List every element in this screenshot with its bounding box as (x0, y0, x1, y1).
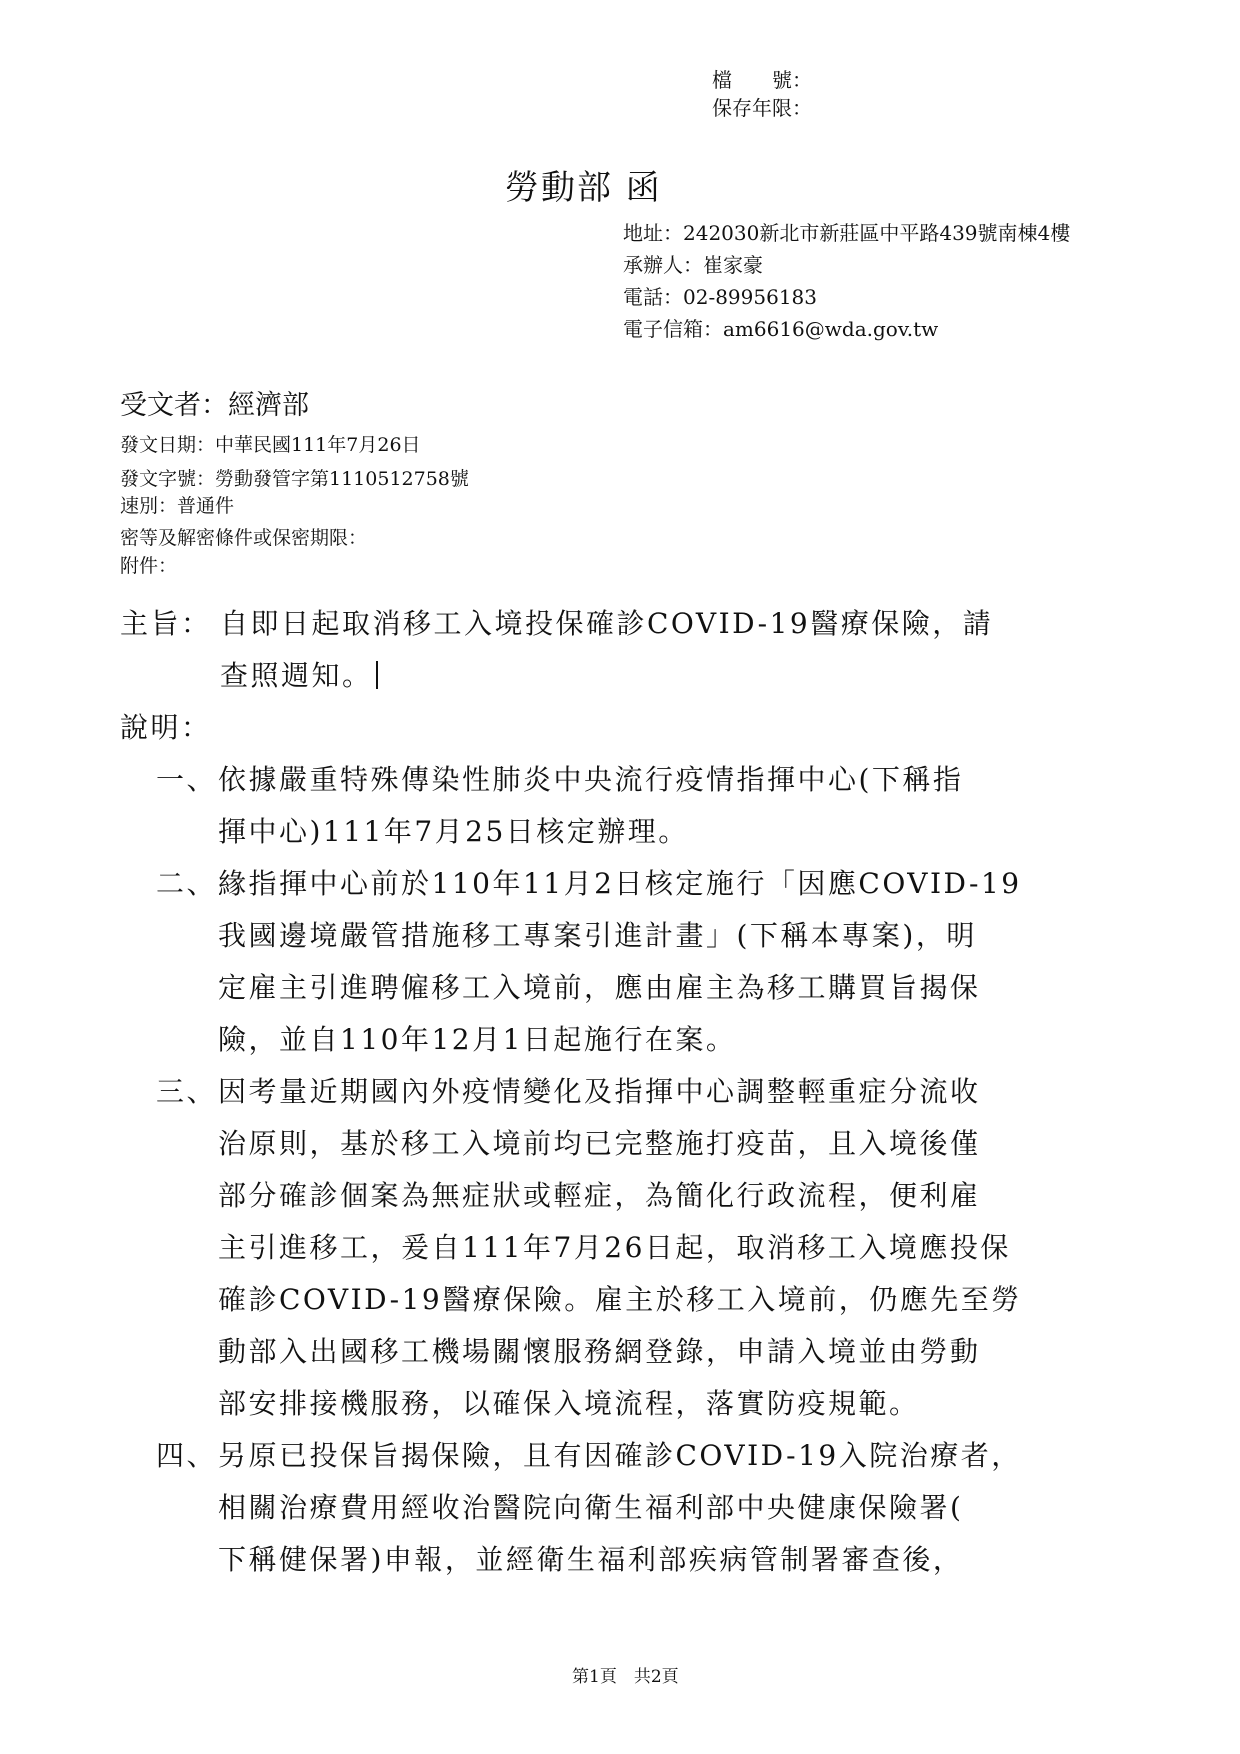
item-number: 四、 (156, 1439, 218, 1472)
document-number: 發文字號：勞動發管字第1110512758號 (120, 468, 469, 490)
item-number: 二、 (156, 867, 218, 900)
item-line: 我國邊境嚴管措施移工專案引進計畫」(下稱本專案)，明 (218, 919, 977, 952)
item-line: 主引進移工，爰自111年7月26日起，取消移工入境應投保 (218, 1231, 1011, 1264)
page-number: 第1頁 共2頁 (572, 1667, 679, 1687)
phone: 電話：02-89956183 (623, 285, 818, 309)
item-line: 治原則，基於移工入境前均已完整施打疫苗，且入境後僅 (218, 1127, 981, 1160)
email: 電子信箱：am6616@wda.gov.tw (623, 317, 939, 341)
delivery-speed: 速別：普通件 (120, 495, 235, 517)
item-line: 部分確診個案為無症狀或輕症，為簡化行政流程，便利雇 (218, 1179, 981, 1212)
item-number: 一、 (156, 763, 218, 796)
item-line: 另原已投保旨揭保險，且有因確診COVID-19入院治療者， (218, 1439, 1022, 1472)
document-title: 勞動部 函 (505, 168, 662, 208)
item-line: 揮中心)111年7月25日核定辦理。 (218, 815, 689, 848)
item-line: 相關治療費用經收治醫院向衛生福利部中央健康保險署( (218, 1491, 964, 1524)
item-line: 緣指揮中心前於110年11月2日核定施行「因應COVID-19 (218, 867, 1022, 900)
item-line: 定雇主引進聘僱移工入境前，應由雇主為移工購買旨揭保 (218, 971, 981, 1004)
item-line: 動部入出國移工機場關懷服務網登錄，申請入境並由勞動 (218, 1335, 981, 1368)
retention-period-label: 保存年限： (712, 96, 812, 120)
item-line: 依據嚴重特殊傳染性肺炎中央流行疫情指揮中心(下稱指 (218, 763, 964, 796)
subject-line: 自即日起取消移工入境投保確診COVID-19醫療保險，請 (220, 607, 994, 640)
text-cursor (376, 661, 378, 689)
issue-date: 發文日期：中華民國111年7月26日 (120, 434, 421, 456)
secrecy-level: 密等及解密條件或保密期限： (120, 527, 368, 549)
item-line: 下稱健保署)申報，並經衛生福利部疾病管制署審查後， (218, 1543, 964, 1576)
file-number-label: 檔 號： (712, 68, 812, 92)
subject-line: 查照週知。 (220, 650, 378, 702)
explanation-label: 說明： (120, 711, 212, 744)
item-line: 險，並自110年12月1日起施行在案。 (218, 1023, 737, 1056)
item-line: 確診COVID-19醫療保險。雇主於移工入境前，仍應先至勞 (218, 1283, 1022, 1316)
subject-label: 主旨： (120, 607, 212, 640)
recipient: 受文者：經濟部 (120, 390, 309, 421)
attachments: 附件： (120, 555, 178, 577)
handler: 承辦人：崔家豪 (623, 253, 763, 277)
item-line: 部安排接機服務，以確保入境流程，落實防疫規範。 (218, 1387, 920, 1420)
item-number: 三、 (156, 1075, 218, 1108)
item-line: 因考量近期國內外疫情變化及指揮中心調整輕重症分流收 (218, 1075, 981, 1108)
address: 地址：242030新北市新莊區中平路439號南棟4樓 (623, 221, 1071, 245)
